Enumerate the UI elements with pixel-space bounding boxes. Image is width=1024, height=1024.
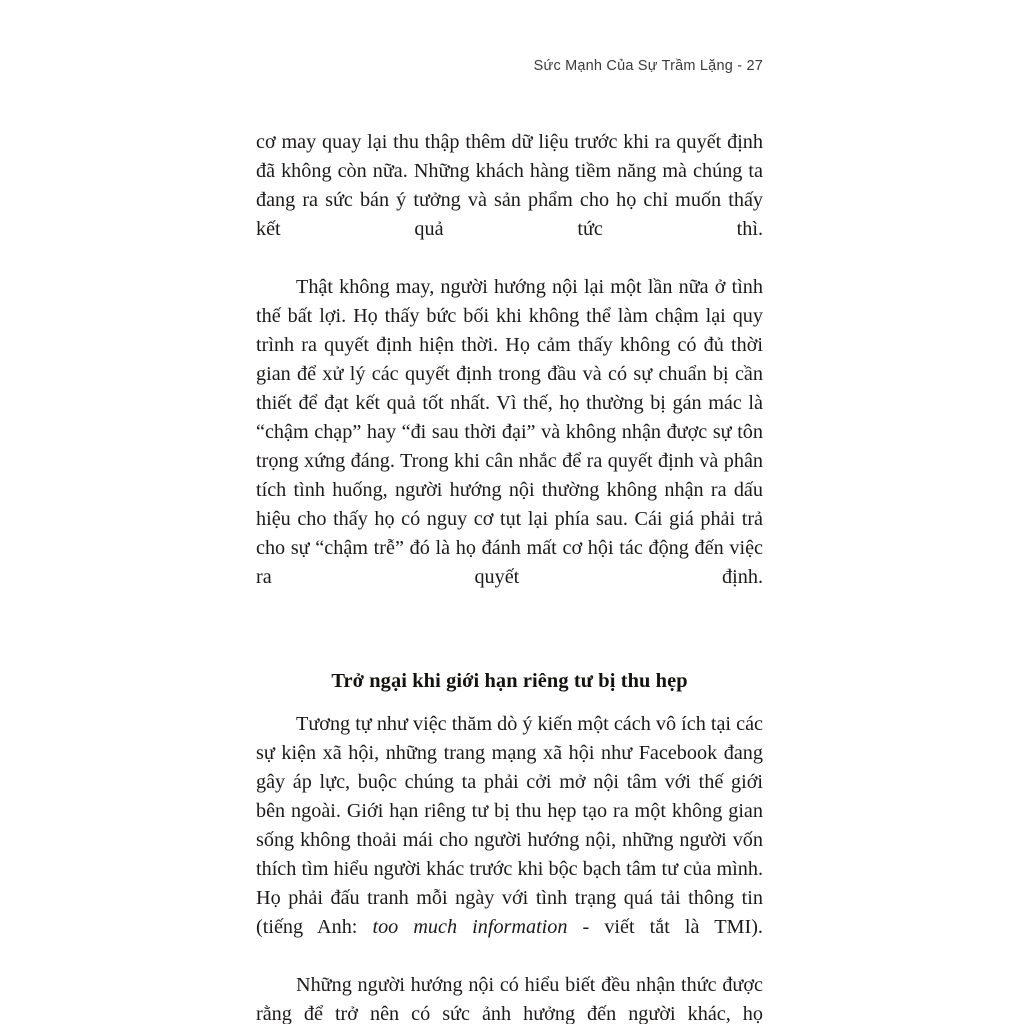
page-text-block <box>256 128 763 1024</box>
italic-term: too much information <box>372 916 568 938</box>
paragraph-text-tail: - viết tắt là TMI). <box>567 916 763 938</box>
heading-spacer-top <box>256 621 763 667</box>
paragraph-text-lead: Tương tự như việc thăm dò ý kiến một cách vô ích tại các sự kiện xã hội, những trang mạng xã hội như Facebook đang gây áp lực, buộc chúng ta phải cởi mở nội tâm với thế giới bên ngoài. Giới hạn riêng tư bị thu hẹp tạo ra một không gian sống không thoải mái cho người hướng nội, những người vốn thích tìm hiểu người khác trước khi bộc bạch tâm tư của mình. Họ phải đấu tranh mỗi ngày với tình trạng quá tải thông tin (tiếng Anh: <box>256 713 763 938</box>
body-paragraph: Những người hướng nội có hiểu biết đều nhận thức được rằng để trở nên có sức ảnh hưởng đến người khác, họ <box>256 974 763 1024</box>
body-paragraph: cơ may quay lại thu thập thêm dữ liệu trước khi ra quyết định đã không còn nữa. Những khách hàng tiềm năng mà chúng ta đang ra sức bán ý tưởng và sản phẩm cho họ chỉ muốn thấy kết quả tức thì. <box>256 131 763 240</box>
body-paragraph: Thật không may, người hướng nội lại một lần nữa ở tình thế bất lợi. Họ thấy bức bối khi không thể làm chậm lại quy trình ra quyết định hiện thời. Họ cảm thấy không có đủ thời gian để xử lý các quyết định trong đầu và có sự chuẩn bị cần thiết để đạt kết quả tốt nhất. Vì thế, họ thường bị gán mác là “chậm chạp” hay “đi sau thời đại” và không nhận được sự tôn trọng xứng đáng. Trong khi cân nhắc để ra quyết định và phân tích tình huống, người hướng nội thường không nhận ra dấu hiệu cho thấy họ có nguy cơ tụt lại phía sau. Cái giá phải trả cho sự “chậm trễ” đó là họ đánh mất cơ hội tác động đến việc ra quyết định. <box>256 276 763 588</box>
heading-spacer-bottom <box>256 696 763 710</box>
section-heading: Trở ngại khi giới hạn riêng tư bị thu hẹp <box>331 670 688 692</box>
running-head: Sức Mạnh Của Sự Trầm Lặng - 27 <box>533 58 763 74</box>
body-paragraph <box>256 710 763 971</box>
